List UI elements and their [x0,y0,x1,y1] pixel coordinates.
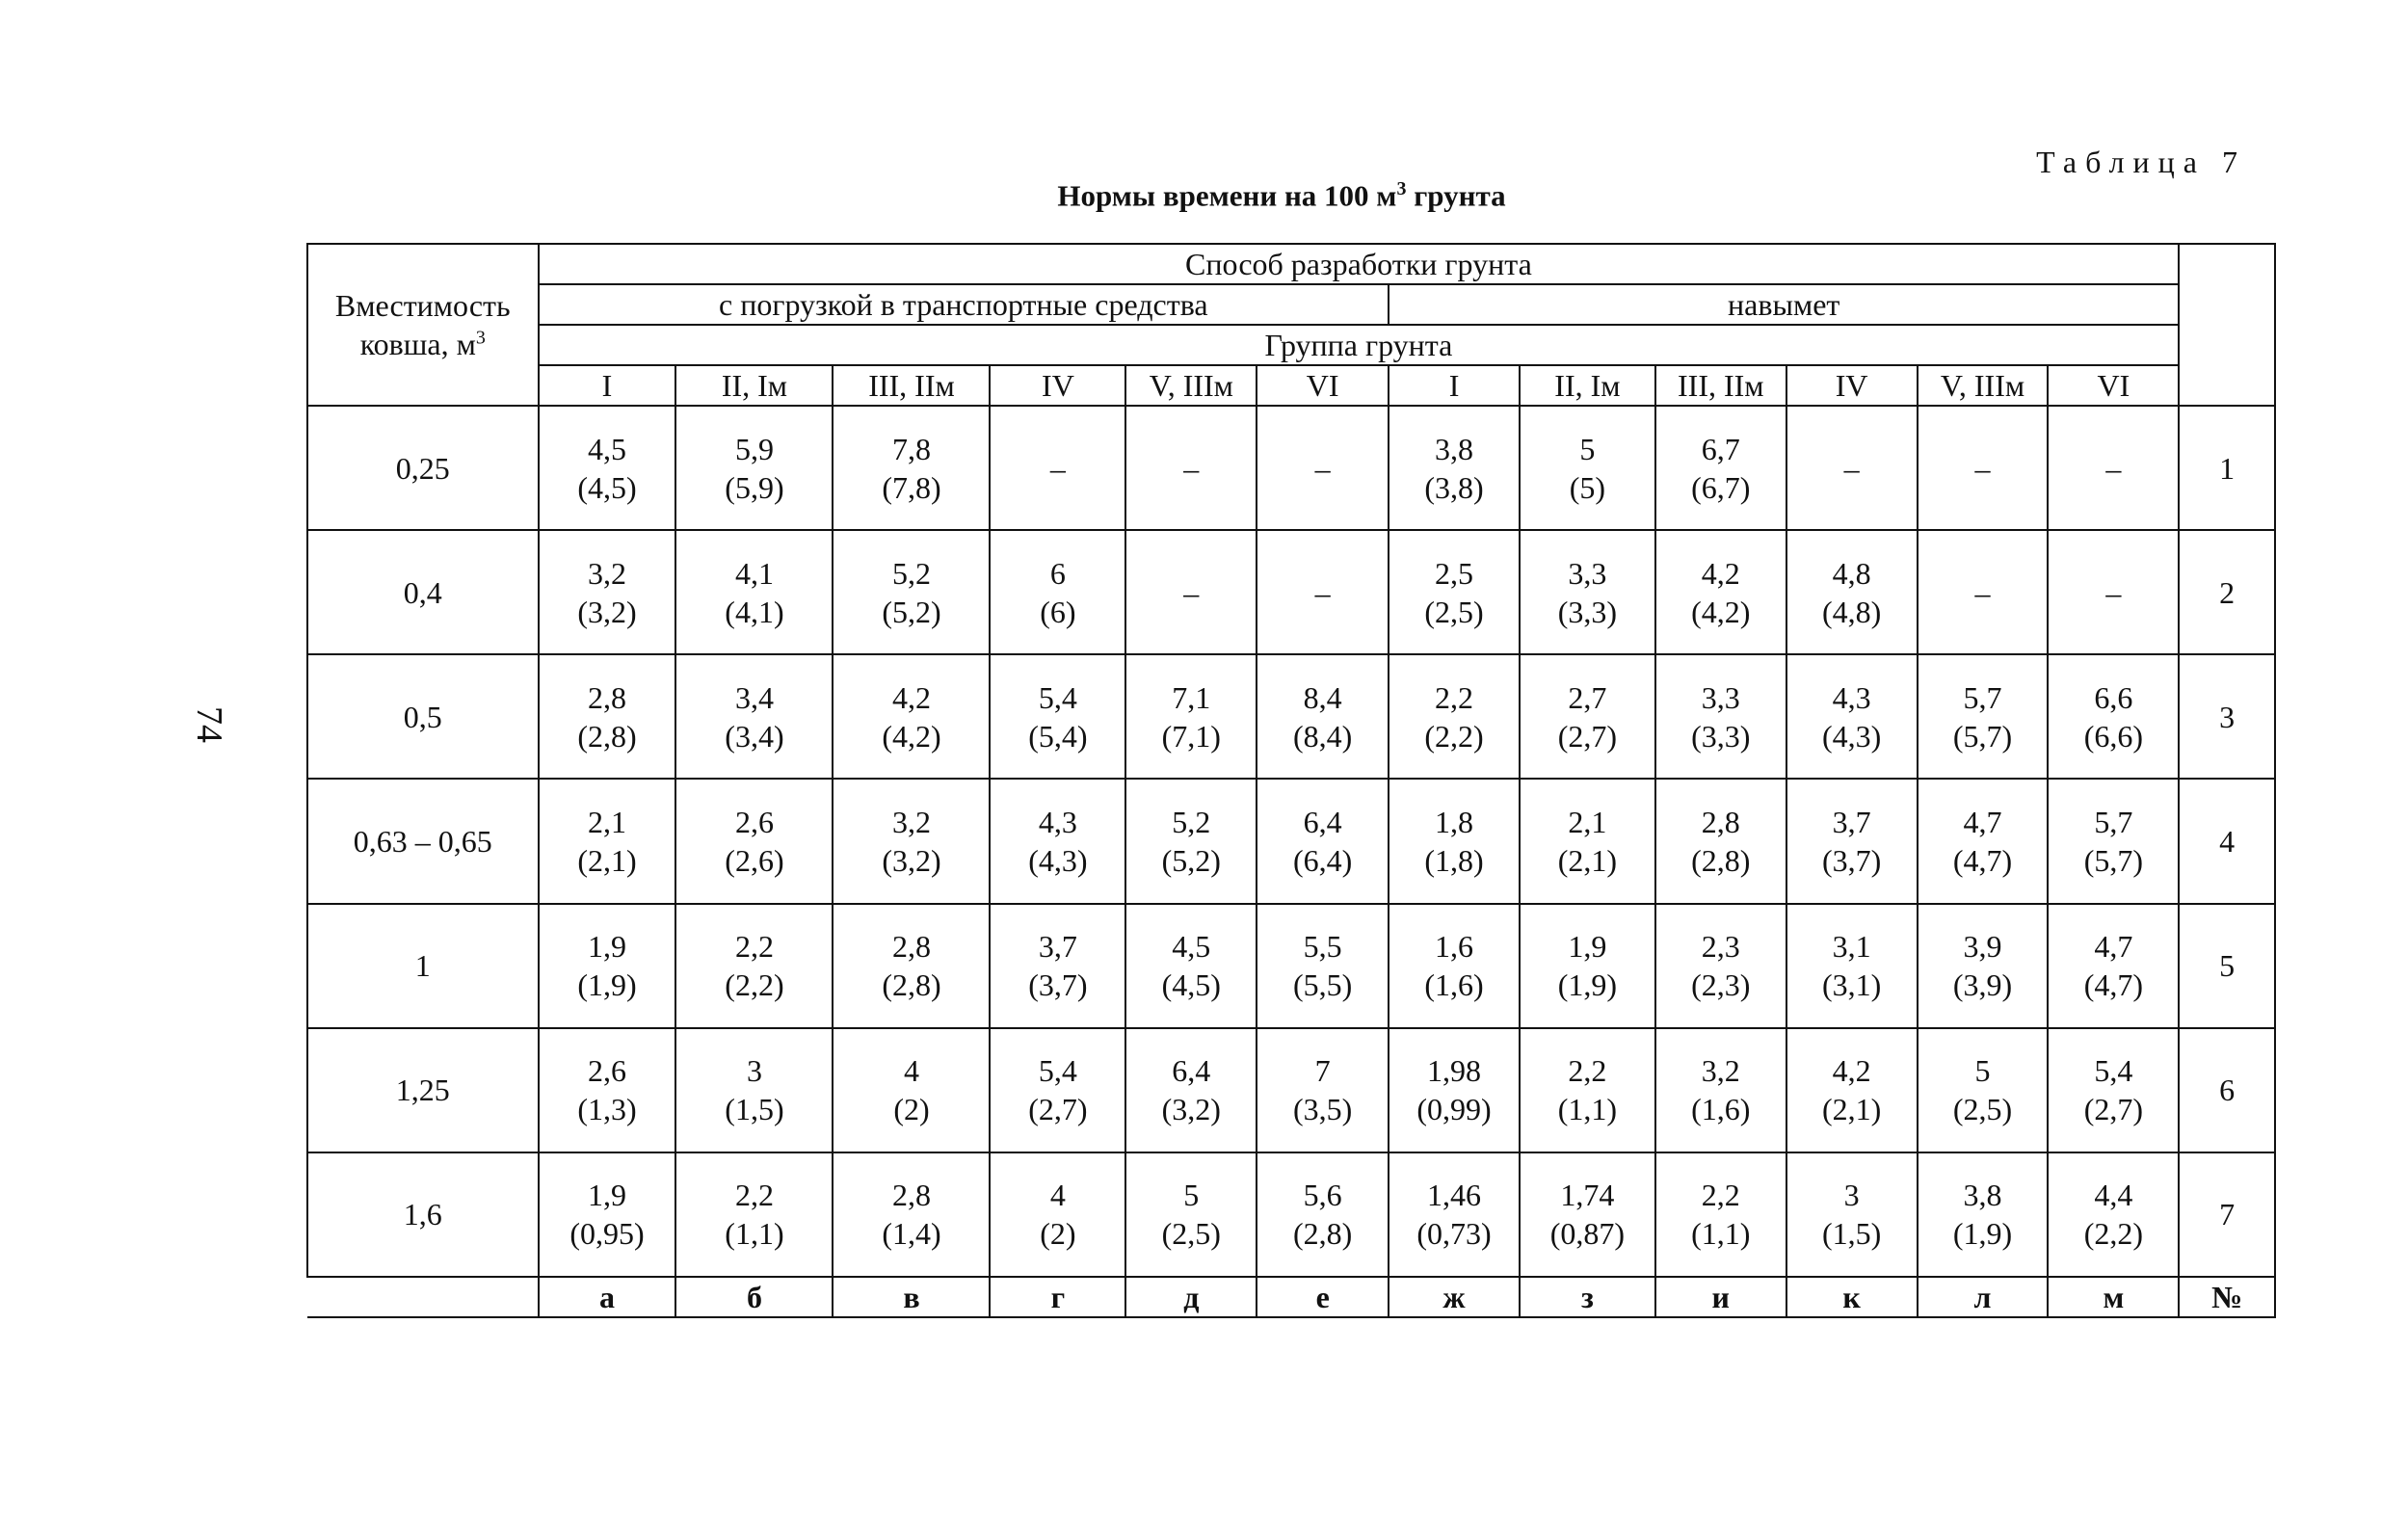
norm-value-paren: (2,5) [1161,1216,1221,1252]
capacity-cell: 1,25 [307,1028,539,1152]
with-loading-header: с погрузкой в транспортные средства [539,284,1389,325]
column-letter-cell: з [1520,1277,1655,1317]
column-letter-cell: и [1655,1277,1786,1317]
norm-value: 4,1 [734,555,774,591]
soil-group-cell: II, Iм [675,365,833,406]
norm-value: 3,1 [1832,929,1871,965]
norm-cell [1125,904,1257,1028]
norm-value-paren: (1,9) [1557,967,1618,1003]
norm-cell [990,530,1125,654]
norm-value: 2,1 [1568,804,1607,839]
norm-value: 7,8 [891,431,931,466]
row-number-cell: 1 [2179,406,2275,530]
norm-value: 7 [1314,1053,1331,1089]
norm-cell [1389,530,1520,654]
norm-value: 2,3 [1701,929,1740,965]
norm-value-paren: (5,4) [1028,718,1088,754]
row-number-cell: 7 [2179,1152,2275,1277]
soil-group-cell: IV [1786,365,1918,406]
norm-cell [833,530,990,654]
norm-value-paren: (0,99) [1416,1092,1492,1127]
norm-cell [2048,779,2179,903]
norm-value: 7,1 [1172,679,1211,715]
norm-value: 3,8 [1963,1178,2002,1213]
capacity-cell: 1 [307,904,539,1028]
norm-value: 8,4 [1303,679,1342,715]
norm-value-paren: (2,8) [577,718,637,754]
norm-value-paren: (0,87) [1549,1216,1626,1252]
norm-cell [1918,530,2049,654]
norm-value-paren: (6) [1040,594,1076,629]
norm-value: 1,8 [1435,804,1474,839]
norm-value: 1,9 [1568,929,1607,965]
norm-value: 5 [1579,431,1596,466]
table-label: Таблица 7 [2036,145,2246,179]
capacity-cell: 0,5 [307,654,539,779]
norm-value: 6 [1049,555,1066,591]
norm-value-paren: (1,6) [1691,1092,1751,1127]
norm-cell [1257,1028,1389,1152]
norm-value: 2,8 [891,1178,931,1213]
capacity-cell: 0,4 [307,530,539,654]
column-letter-cell: к [1786,1277,1918,1317]
column-letter-cell: м [2048,1277,2179,1317]
norm-cell [1520,779,1655,903]
capacity-header: Вместимость ковша, $м^3$ [307,244,539,406]
norm-cell [1257,779,1389,903]
norm-value-paren: (2,7) [1028,1092,1088,1127]
norm-value: 5,5 [1303,929,1342,965]
norm-value: 5,7 [2094,804,2133,839]
norm-value-paren: (3,7) [1028,967,1088,1003]
row-number-cell: 4 [2179,779,2275,903]
norm-value-paren: (1,1) [725,1216,784,1252]
norm-value: 6,4 [1303,804,1342,839]
norm-cell [1389,406,1520,530]
norm-value: 1,46 [1427,1178,1482,1213]
table-row [307,779,2275,903]
norm-value: 5 [1974,1053,1991,1089]
soil-group-cell: II, Iм [1520,365,1655,406]
norm-value: 3,7 [1038,929,1077,965]
norm-value-paren: (4,8) [1821,594,1882,629]
norm-cell [1520,1028,1655,1152]
norm-cell [1257,904,1389,1028]
norm-cell [1786,1028,1918,1152]
norm-value: 5,6 [1303,1178,1342,1213]
norm-value-paren: (2,2) [725,967,784,1003]
norm-value-paren: (5,9) [725,469,784,505]
norm-cell [1520,406,1655,530]
norm-value: – [1314,574,1331,610]
norm-cell [1125,779,1257,903]
norm-value-paren: (2,6) [725,842,784,878]
table-row [307,904,2275,1028]
norm-value-paren: (2,7) [1557,718,1618,754]
norm-cell [675,530,833,654]
column-letter-cell: а [539,1277,676,1317]
norm-cell [990,406,1125,530]
norm-cell [990,1152,1125,1277]
norm-value: 5,2 [891,555,931,591]
column-letter-cell: ж [1389,1277,1520,1317]
norm-value: 1,9 [587,1178,626,1213]
table-row [307,654,2275,779]
norm-value-paren: (3,3) [1691,718,1751,754]
norm-cell [1125,530,1257,654]
norm-value: 3,2 [891,804,931,839]
norm-cell [1786,904,1918,1028]
norm-cell [1520,530,1655,654]
norm-cell [833,406,990,530]
norm-cell [1520,904,1655,1028]
norm-value: – [1183,450,1200,486]
norm-cell [675,904,833,1028]
row-number-cell: 2 [2179,530,2275,654]
soil-group-header: Группа грунта [539,325,2180,365]
norm-value: 4,2 [891,679,931,715]
norm-value-paren: (1,5) [1821,1216,1882,1252]
norm-value: 5,4 [1038,679,1077,715]
norm-cell [1918,1152,2049,1277]
norm-value: 4,7 [1963,804,2002,839]
norm-value-paren: (2,5) [1952,1092,2013,1127]
norm-cell [539,904,676,1028]
norm-value-paren: (7,1) [1161,718,1221,754]
norm-cell [1918,904,2049,1028]
norm-value-paren: (2) [1040,1216,1076,1252]
norm-value-paren: (8,4) [1293,718,1353,754]
norm-value-paren: (1,1) [1557,1092,1618,1127]
norm-value: 2,2 [1435,679,1474,715]
norm-value-paren: (5,2) [1161,842,1221,878]
norm-cell [675,654,833,779]
norm-value-paren: (0,73) [1416,1216,1492,1252]
norm-value: 2,8 [1701,804,1740,839]
norm-value-paren: (5,2) [882,594,941,629]
norm-value-paren: (1,3) [577,1092,637,1127]
norm-value-paren: (3,5) [1293,1092,1353,1127]
table-row [307,406,2275,530]
norm-cell [539,530,676,654]
number-header-blank [2179,244,2275,406]
column-letter-cell: б [675,1277,833,1317]
soil-group-cell: V, IIIм [1918,365,2049,406]
norm-value-paren: (1,8) [1424,842,1484,878]
norm-cell [1655,904,1786,1028]
soil-group-cell: I [539,365,676,406]
norm-value: 4,3 [1832,679,1871,715]
norm-value-paren: (3,3) [1557,594,1618,629]
norm-value-paren: (4,3) [1028,842,1088,878]
norm-cell [1655,406,1786,530]
norm-cell [990,1028,1125,1152]
soil-group-cell: V, IIIм [1125,365,1257,406]
norm-value: – [1183,574,1200,610]
soil-group-cell: III, IIм [833,365,990,406]
norm-cell [2048,654,2179,779]
norm-cell [1389,904,1520,1028]
table-row [307,1152,2275,1277]
norm-cell [1520,1152,1655,1277]
norm-value-paren: (1,6) [1424,967,1484,1003]
norm-cell [1389,654,1520,779]
norm-value: – [1843,450,1860,486]
soil-group-cell: VI [2048,365,2179,406]
norm-value-paren: (2,2) [2083,1216,2144,1252]
norm-value-paren: (2,5) [1424,594,1484,629]
norm-value-paren: (4,2) [882,718,941,754]
norm-cell [675,406,833,530]
norm-cell [1786,530,1918,654]
norm-value: 2,2 [1701,1178,1740,1213]
norm-value-paren: (6,6) [2083,718,2144,754]
norm-value: 2,5 [1435,555,1474,591]
norms-table [306,243,2276,1318]
norm-value-paren: (3,2) [882,842,941,878]
norm-value-paren: (5,7) [1952,718,2013,754]
norm-value-paren: (3,2) [577,594,637,629]
norm-value: 2,8 [587,679,626,715]
norm-value: 6,6 [2094,679,2133,715]
norm-value: 4 [1049,1178,1066,1213]
norm-cell [1389,1152,1520,1277]
norm-value: 3,2 [1701,1053,1740,1089]
norm-value-paren: (5,7) [2083,842,2144,878]
norm-value-paren: (1,5) [725,1092,784,1127]
norm-cell [1655,654,1786,779]
norm-value-paren: (4,3) [1821,718,1882,754]
norm-value-paren: (4,7) [1952,842,2013,878]
soil-group-cell: VI [1257,365,1389,406]
norm-cell [833,654,990,779]
norm-value-paren: (4,5) [1161,967,1221,1003]
row-number-cell: 5 [2179,904,2275,1028]
norm-value-paren: (3,4) [725,718,784,754]
letters-blank-cell [307,1277,539,1317]
norm-value: 5,2 [1172,804,1211,839]
norm-cell [539,1152,676,1277]
norm-cell [1520,654,1655,779]
norm-value: – [1974,574,1991,610]
norm-value-paren: (2,3) [1691,967,1751,1003]
column-letter-cell: е [1257,1277,1389,1317]
norm-value-paren: (1,9) [1952,1216,2013,1252]
column-letter-cell: д [1125,1277,1257,1317]
norm-cell [833,1152,990,1277]
norm-value: 3 [746,1053,762,1089]
norm-value: 2,8 [891,929,931,965]
norm-value-paren: (6,7) [1691,469,1751,505]
table-row [307,530,2275,654]
norm-value: – [2105,574,2122,610]
norm-cell [1655,1028,1786,1152]
norm-value-paren: (2,1) [577,842,637,878]
norm-value-paren: (3,9) [1952,967,2013,1003]
norm-value: 4,2 [1701,555,1740,591]
norm-value-paren: (4,1) [725,594,784,629]
page-number: 74 [189,706,229,743]
soil-group-cell: IV [990,365,1125,406]
norm-value: 4,5 [587,431,626,466]
norm-value: 2,6 [734,804,774,839]
column-letter-cell: в [833,1277,990,1317]
norm-value-paren: (5) [1569,469,1606,505]
row-number-cell: 6 [2179,1028,2275,1152]
norm-value-paren: (2,2) [1424,718,1484,754]
norm-cell [1786,1152,1918,1277]
norm-value: 4,3 [1038,804,1077,839]
norm-value: 3 [1843,1178,1860,1213]
norm-cell [1655,1152,1786,1277]
norm-value: 5,7 [1963,679,2002,715]
norm-value-paren: (2,8) [1293,1216,1353,1252]
norm-value: – [2105,450,2122,486]
norm-value: 3,8 [1435,431,1474,466]
norm-cell [1257,406,1389,530]
norm-value-paren: (1,4) [882,1216,941,1252]
norm-value-paren: (1,1) [1691,1216,1751,1252]
norm-value: 3,7 [1832,804,1871,839]
norm-cell [1389,779,1520,903]
norm-cell [1786,406,1918,530]
norm-cell [1257,1152,1389,1277]
norm-cell [990,779,1125,903]
norm-value: 5,4 [2094,1053,2133,1089]
norm-cell [2048,406,2179,530]
norm-cell [1389,1028,1520,1152]
norm-cell [675,1152,833,1277]
norm-cell [539,779,676,903]
norm-value-paren: (2) [893,1092,930,1127]
capacity-cell: 0,63 – 0,65 [307,779,539,903]
norm-value-paren: (3,1) [1821,967,1882,1003]
number-sign-cell: № [2179,1277,2275,1317]
soil-group-cell: I [1389,365,1520,406]
norm-value-paren: (7,8) [882,469,941,505]
norm-value: 2,2 [1568,1053,1607,1089]
norm-value: 1,74 [1560,1178,1615,1213]
norm-cell [675,1028,833,1152]
norm-value: – [1974,450,1991,486]
norm-cell [1786,779,1918,903]
norm-cell [2048,904,2179,1028]
norm-cell [1257,530,1389,654]
norm-value: 5,9 [734,431,774,466]
norm-value-paren: (2,1) [1821,1092,1882,1127]
norm-value: – [1049,450,1066,486]
norm-value: 5 [1183,1178,1200,1213]
norm-cell [1918,406,2049,530]
norm-value-paren: (3,7) [1821,842,1882,878]
norm-value: 6,7 [1701,431,1740,466]
norm-value: 2,2 [734,929,774,965]
norm-cell [1655,779,1786,903]
norm-cell [990,654,1125,779]
norm-cell [1125,406,1257,530]
norm-cell [1125,654,1257,779]
norm-value: 2,1 [587,804,626,839]
norm-cell [1918,1028,2049,1152]
norm-value-paren: (4,5) [577,469,637,505]
norm-value: 3,9 [1963,929,2002,965]
norm-value: 4,2 [1832,1053,1871,1089]
norm-value-paren: (2,8) [882,967,941,1003]
norm-cell [1125,1152,1257,1277]
dump-header: навымет [1389,284,2179,325]
norm-cell [539,1028,676,1152]
norm-cell [1257,654,1389,779]
norm-cell [1918,654,2049,779]
capacity-cell: 1,6 [307,1152,539,1277]
norm-value: 4,8 [1832,555,1871,591]
norm-cell [990,904,1125,1028]
norm-cell [833,779,990,903]
norm-value: 3,4 [734,679,774,715]
column-letter-cell: г [990,1277,1125,1317]
norm-cell [539,654,676,779]
norm-value-paren: (4,7) [2083,967,2144,1003]
norm-value: 6,4 [1172,1053,1211,1089]
norm-value: 1,9 [587,929,626,965]
norm-value-paren: (0,95) [569,1216,645,1252]
norm-value-paren: (6,4) [1293,842,1353,878]
norm-cell [1655,530,1786,654]
norm-value: 2,7 [1568,679,1607,715]
row-number-cell: 3 [2179,654,2275,779]
norm-cell [2048,1152,2179,1277]
norm-cell [675,779,833,903]
column-letter-cell: л [1918,1277,2049,1317]
norm-value: 1,6 [1435,929,1474,965]
norm-cell [833,904,990,1028]
norm-value-paren: (3,2) [1161,1092,1221,1127]
norm-value: 4 [903,1053,919,1089]
norm-value: 2,2 [734,1178,774,1213]
capacity-cell: 0,25 [307,406,539,530]
norm-value-paren: (2,8) [1691,842,1751,878]
norm-value-paren: (2,7) [2083,1092,2144,1127]
method-header: Способ разработки грунта [539,244,2180,284]
norm-cell [2048,1028,2179,1152]
norm-value: – [1314,450,1331,486]
norm-cell [1918,779,2049,903]
norm-cell [1786,654,1918,779]
norm-cell [539,406,676,530]
norm-value-paren: (2,1) [1557,842,1618,878]
norm-value: 4,5 [1172,929,1211,965]
norm-value: 4,4 [2094,1178,2133,1213]
norm-value-paren: (1,9) [577,967,637,1003]
norm-value-paren: (5,5) [1293,967,1353,1003]
soil-group-cell: III, IIм [1655,365,1786,406]
norm-value: 2,6 [587,1053,626,1089]
norm-value: 3,3 [1701,679,1740,715]
norm-value: 3,2 [587,555,626,591]
norm-cell [2048,530,2179,654]
norm-value: 5,4 [1038,1053,1077,1089]
norm-value: 4,7 [2094,929,2133,965]
table-row [307,1028,2275,1152]
norm-value-paren: (4,2) [1691,594,1751,629]
norm-cell [1125,1028,1257,1152]
norm-cell [833,1028,990,1152]
norm-value: 1,98 [1427,1053,1482,1089]
norm-value: 3,3 [1568,555,1607,591]
table-title: Нормы времени на 100 $м^3$ грунта [1057,178,1506,213]
norm-value-paren: (3,8) [1424,469,1484,505]
